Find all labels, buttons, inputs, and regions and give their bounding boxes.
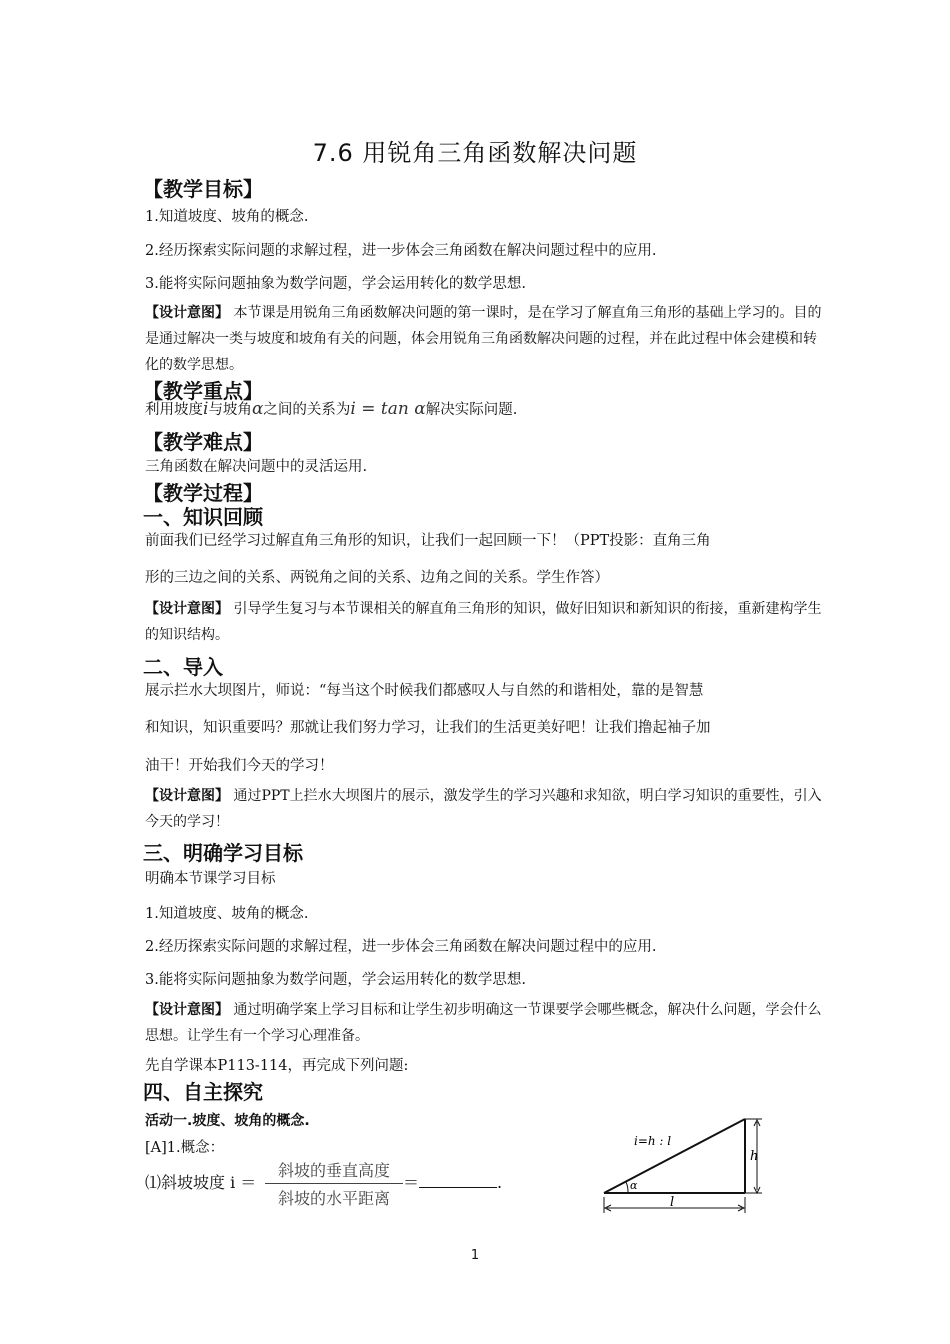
slope-hypotenuse [604, 1119, 745, 1193]
symbol-alpha: α [251, 399, 264, 419]
clear-goals-intro: 明确本节课学习目标 [145, 871, 276, 887]
heading-clear-goals: 三、明确学习目标 [143, 841, 303, 865]
slope-definition-prefix: ⑴斜坡坡度 i ＝ [145, 1173, 257, 1192]
design-intent-label: 【设计意图】 [145, 1002, 229, 1018]
fraction-denominator: 斜坡的水平距离 [277, 1189, 390, 1208]
difficulty-text: 三角函数在解决问题中的灵活运用. [145, 459, 368, 475]
page-title: 7.6 用锐角三角函数解决问题 [312, 139, 638, 167]
key-text-part: 解决实际问题. [425, 402, 518, 418]
goal-1: 1.知道坡度、坡角的概念. [145, 209, 309, 225]
design-intent-text: 本节课是用锐角三角函数解决问题的第一课时，是在学习了解直角三角形的基础上学习的。目的是通过解决一类与坡度和坡角有关的问题，体会用锐角三角函数解决问题的过程，并在此过程中体会建模和转化的数学思想。 [145, 305, 822, 373]
design-intent-3 [145, 783, 825, 835]
concept-label: [A]1.概念： [145, 1140, 225, 1156]
design-intent-text: 引导学生复习与本节课相关的解直角三角形的知识，做好旧知识和新知识的衔接，重新建构学生的知识结构。 [145, 601, 822, 643]
page-number: 1 [470, 1248, 480, 1263]
slope-fraction [265, 1158, 403, 1209]
heading-teaching-process: 【教学过程】 [143, 481, 263, 505]
clear-goal-1: 1.知道坡度、坡角的概念. [145, 906, 309, 922]
key-point-text [145, 398, 517, 419]
clear-goal-3: 3.能将实际问题抽象为数学问题，学会运用转化的数学思想. [145, 972, 526, 988]
intro-line-2: 和知识，知识重要吗？那就让我们努力学习，让我们的生活更美好吧！让我们撸起袖子加 [145, 720, 711, 736]
heading-teaching-goals: 【教学目标】 [143, 177, 263, 201]
clear-goal-2: 2.经历探索实际问题的求解过程，进一步体会三角函数在解决问题过程中的应用. [145, 939, 657, 955]
key-text-part: 之间的关系为 [263, 402, 351, 418]
fraction-bar [265, 1183, 403, 1184]
intro-line-1: 展示拦水大坝图片，师说：“每当这个时候我们都感叹人与自然的和谐相处，靠的是智慧 [145, 683, 704, 699]
period: . [497, 1173, 503, 1192]
design-intent-text: 通过PPT上拦水大坝图片的展示，激发学生的学习兴趣和求知欲，明白学习知识的重要性，引入今天的学习！ [145, 788, 822, 830]
angle-label: α [630, 1179, 638, 1192]
design-intent-text: 通过明确学案上学习目标和让学生初步明确这一节课要学会哪些概念，解决什么问题，学会什么思想。让学生有一个学习心理准备。 [145, 1002, 822, 1044]
intro-line-3: 油干！开始我们今天的学习！ [145, 758, 334, 774]
goal-3: 3.能将实际问题抽象为数学问题，学会运用转化的数学思想. [145, 276, 526, 292]
ratio-label: i=h : l [634, 1134, 672, 1148]
heading-introduction: 二、导入 [143, 655, 223, 679]
heading-teaching-difficulty: 【教学难点】 [143, 430, 263, 454]
length-label: l [670, 1195, 675, 1210]
key-text-part: 利用坡度 [145, 402, 203, 418]
design-intent-label: 【设计意图】 [145, 601, 229, 617]
formula-tan: i = tan α [350, 399, 426, 419]
angle-arc [626, 1182, 628, 1193]
goal-2: 2.经历探索实际问题的求解过程，进一步体会三角函数在解决问题过程中的应用. [145, 243, 657, 259]
symbol-i: i [203, 399, 209, 419]
design-intent-label: 【设计意图】 [145, 788, 229, 804]
design-intent-2 [145, 596, 825, 648]
design-intent-label: 【设计意图】 [145, 305, 229, 321]
heading-self-exploration: 四、自主探究 [143, 1080, 263, 1104]
heading-teaching-key: 【教学重点】 [143, 379, 263, 403]
equals-sign: ＝ [403, 1173, 420, 1192]
design-intent-4 [145, 997, 825, 1049]
answer-blank[interactable] [419, 1173, 497, 1188]
fraction-numerator: 斜坡的垂直高度 [277, 1161, 390, 1180]
design-intent-1 [145, 300, 825, 378]
activity-1-title: 活动一.坡度、坡角的概念. [145, 1113, 310, 1129]
slope-diagram [590, 1105, 780, 1220]
key-text-part: 与坡角 [208, 402, 252, 418]
review-line-1: 前面我们已经学习过解直角三角形的知识，让我们一起回顾一下！（PPT投影：直角三角 [145, 533, 711, 549]
review-line-2: 形的三边之间的关系、两锐角之间的关系、边角之间的关系。学生作答） [145, 570, 609, 586]
self-study-instruction: 先自学课本P113-114，再完成下列问题: [145, 1058, 409, 1074]
heading-knowledge-review: 一、知识回顾 [143, 505, 263, 529]
slope-answer [403, 1170, 502, 1193]
height-label: h [750, 1149, 759, 1164]
